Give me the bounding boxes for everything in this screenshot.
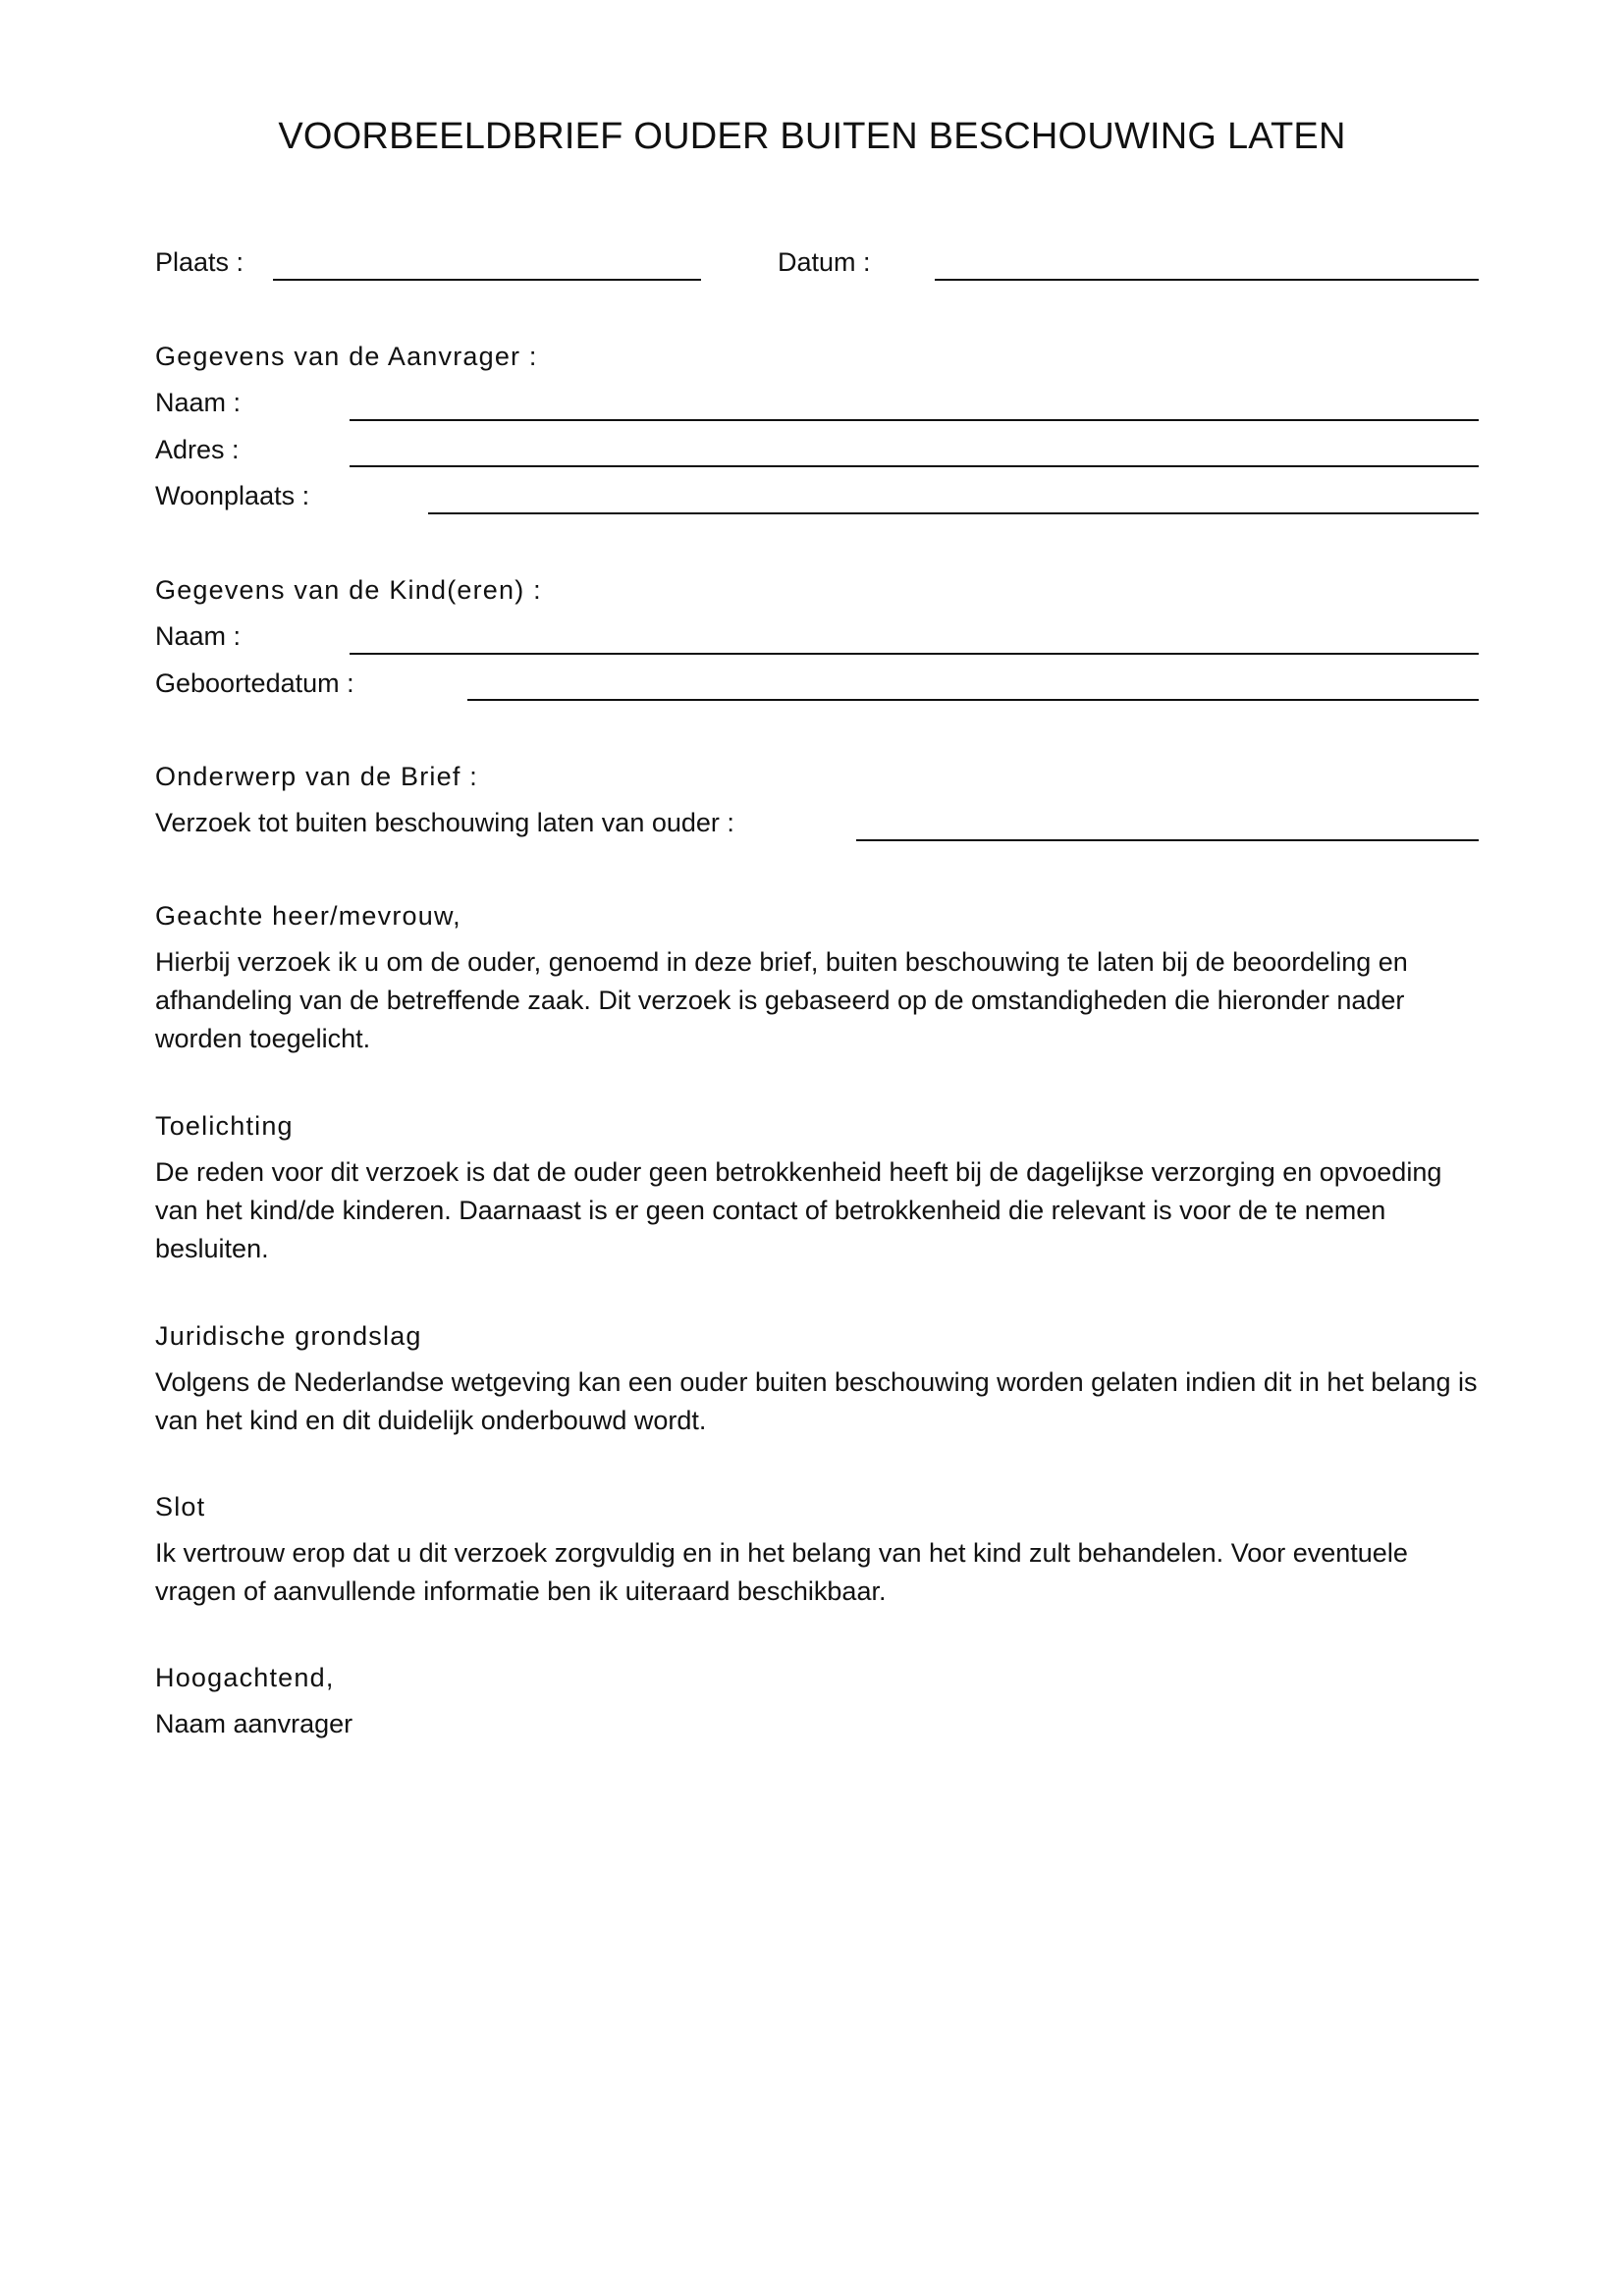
slot-heading: Slot	[155, 1492, 206, 1522]
aanvrager-naam-input-line[interactable]	[350, 419, 1479, 421]
aanvrager-naam-label: Naam :	[155, 388, 242, 417]
aanvrager-woonplaats-label: Woonplaats :	[155, 481, 310, 510]
aanhef-heading: Geachte heer/mevrouw,	[155, 901, 461, 931]
grondslag-paragraph: Volgens de Nederlandse wetgeving kan een ouder buiten beschouwing worden gelaten indien dit in het belang is van het kind en dit duidelijk onderbouwd wordt.	[155, 1367, 1478, 1435]
closing-name: Naam aanvrager	[155, 1709, 353, 1738]
grondslag-heading: Juridische grondslag	[155, 1321, 422, 1351]
slot-paragraph: Ik vertrouw erop dat u dit verzoek zorgvuldig en in het belang van het kind zult behandelen. Voor eventuele vragen of aanvullende informatie ben ik uiteraard beschikbaar.	[155, 1538, 1408, 1606]
letter-title: VOORBEELDBRIEF OUDER BUITEN BESCHOUWING LATEN	[278, 116, 1346, 157]
aanvrager-adres-label: Adres :	[155, 435, 240, 464]
aanvrager-woonplaats-input-line[interactable]	[428, 512, 1479, 514]
onderwerp-ouder-input-line[interactable]	[856, 839, 1479, 841]
plaats-label: Plaats :	[155, 247, 244, 277]
aanhef-paragraph: Hierbij verzoek ik u om de ouder, genoemd in deze brief, buiten beschouwing te laten bij de beoordeling en afhandeling van de betreffende zaak. Dit verzoek is gebaseerd op de omstandigheden die hieronder nader worden toegelicht.	[155, 947, 1408, 1053]
kind-geboortedatum-input-line[interactable]	[467, 699, 1479, 701]
onderwerp-heading: Onderwerp van de Brief :	[155, 762, 478, 791]
plaats-input-line[interactable]	[273, 279, 701, 281]
aanvrager-heading: Gegevens van de Aanvrager :	[155, 342, 538, 371]
toelichting-heading: Toelichting	[155, 1111, 294, 1141]
kind-geboortedatum-label: Geboortedatum :	[155, 668, 354, 698]
closing-greeting: Hoogachtend,	[155, 1663, 335, 1692]
kind-naam-label: Naam :	[155, 621, 242, 651]
aanvrager-adres-input-line[interactable]	[350, 465, 1479, 467]
datum-label: Datum :	[778, 247, 871, 277]
kind-naam-input-line[interactable]	[350, 653, 1479, 655]
datum-input-line[interactable]	[935, 279, 1479, 281]
onderwerp-verzoek-label: Verzoek tot buiten beschouwing laten van ouder :	[155, 808, 734, 837]
toelichting-paragraph: De reden voor dit verzoek is dat de ouder geen betrokkenheid heeft bij de dagelijkse verzorging en opvoeding van het kind/de kinderen. Daarnaast is er geen contact of betrokkenheid die relevant is voor de te nemen besluiten.	[155, 1157, 1442, 1263]
kinderen-heading: Gegevens van de Kind(eren) :	[155, 575, 542, 605]
